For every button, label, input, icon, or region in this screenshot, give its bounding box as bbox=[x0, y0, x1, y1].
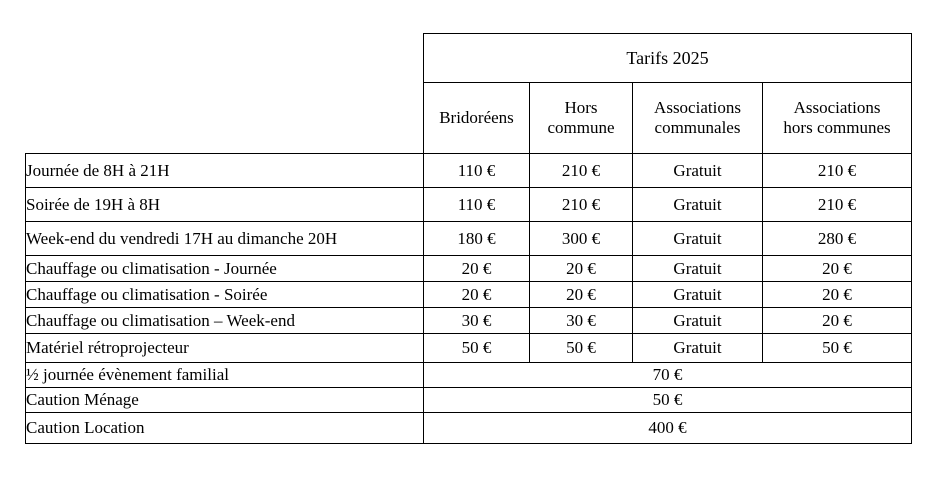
title-row bbox=[26, 34, 912, 83]
row-label: Week-end du vendredi 17H au dimanche 20H bbox=[26, 222, 424, 256]
column-header-line2: commune bbox=[547, 118, 615, 137]
flat-row bbox=[26, 413, 912, 444]
price-cell: 20 € bbox=[763, 308, 912, 334]
column-header-line1: Associations bbox=[793, 98, 881, 117]
price-cell: 50 € bbox=[763, 334, 912, 363]
price-cell: Gratuit bbox=[633, 282, 763, 308]
price-cell: 20 € bbox=[424, 282, 530, 308]
price-cell: Gratuit bbox=[633, 334, 763, 363]
table-row bbox=[26, 334, 912, 363]
table-row bbox=[26, 188, 912, 222]
price-cell: 20 € bbox=[424, 256, 530, 282]
flat-price-cell: 400 € bbox=[424, 413, 912, 444]
row-label: Soirée de 19H à 8H bbox=[26, 188, 424, 222]
column-header-associations-communales bbox=[633, 83, 763, 154]
price-cell: 210 € bbox=[530, 188, 633, 222]
column-header-line1: Bridoréens bbox=[439, 108, 514, 127]
price-cell: Gratuit bbox=[633, 188, 763, 222]
column-header-bridoreens bbox=[424, 83, 530, 154]
column-header-line2: communales bbox=[654, 118, 741, 137]
table-row bbox=[26, 256, 912, 282]
price-cell: 20 € bbox=[763, 282, 912, 308]
column-header-line2: hors communes bbox=[783, 118, 891, 137]
price-cell: Gratuit bbox=[633, 308, 763, 334]
price-cell: 110 € bbox=[424, 154, 530, 188]
price-cell: Gratuit bbox=[633, 256, 763, 282]
price-cell: 50 € bbox=[424, 334, 530, 363]
price-cell: 20 € bbox=[763, 256, 912, 282]
price-cell: Gratuit bbox=[633, 222, 763, 256]
price-cell: 280 € bbox=[763, 222, 912, 256]
row-label: Caution Location bbox=[26, 413, 424, 444]
table-row bbox=[26, 282, 912, 308]
table-row bbox=[26, 308, 912, 334]
table-row bbox=[26, 154, 912, 188]
column-header-line1: Associations bbox=[654, 98, 741, 117]
column-header-associations-hors-communes bbox=[763, 83, 912, 154]
row-label: ½ journée évènement familial bbox=[26, 363, 424, 388]
row-label: Chauffage ou climatisation – Week-end bbox=[26, 308, 424, 334]
price-cell: 30 € bbox=[424, 308, 530, 334]
column-header-hors-commune bbox=[530, 83, 633, 154]
price-cell: 20 € bbox=[530, 256, 633, 282]
price-cell: 20 € bbox=[530, 282, 633, 308]
tarifs-table bbox=[25, 33, 912, 444]
row-label: Journée de 8H à 21H bbox=[26, 154, 424, 188]
price-cell: 180 € bbox=[424, 222, 530, 256]
price-cell: 210 € bbox=[763, 154, 912, 188]
empty-corner-cell bbox=[26, 34, 424, 154]
price-cell: 210 € bbox=[530, 154, 633, 188]
flat-row bbox=[26, 388, 912, 413]
flat-price-cell: 50 € bbox=[424, 388, 912, 413]
row-label: Chauffage ou climatisation - Journée bbox=[26, 256, 424, 282]
row-label: Chauffage ou climatisation - Soirée bbox=[26, 282, 424, 308]
price-cell: 30 € bbox=[530, 308, 633, 334]
table-title: Tarifs 2025 bbox=[424, 34, 912, 83]
price-cell: 50 € bbox=[530, 334, 633, 363]
price-cell: 300 € bbox=[530, 222, 633, 256]
table-row bbox=[26, 222, 912, 256]
row-label: Caution Ménage bbox=[26, 388, 424, 413]
flat-price-cell: 70 € bbox=[424, 363, 912, 388]
price-cell: 110 € bbox=[424, 188, 530, 222]
price-cell: 210 € bbox=[763, 188, 912, 222]
flat-row bbox=[26, 363, 912, 388]
column-header-line1: Hors bbox=[564, 98, 598, 117]
price-cell: Gratuit bbox=[633, 154, 763, 188]
row-label: Matériel rétroprojecteur bbox=[26, 334, 424, 363]
